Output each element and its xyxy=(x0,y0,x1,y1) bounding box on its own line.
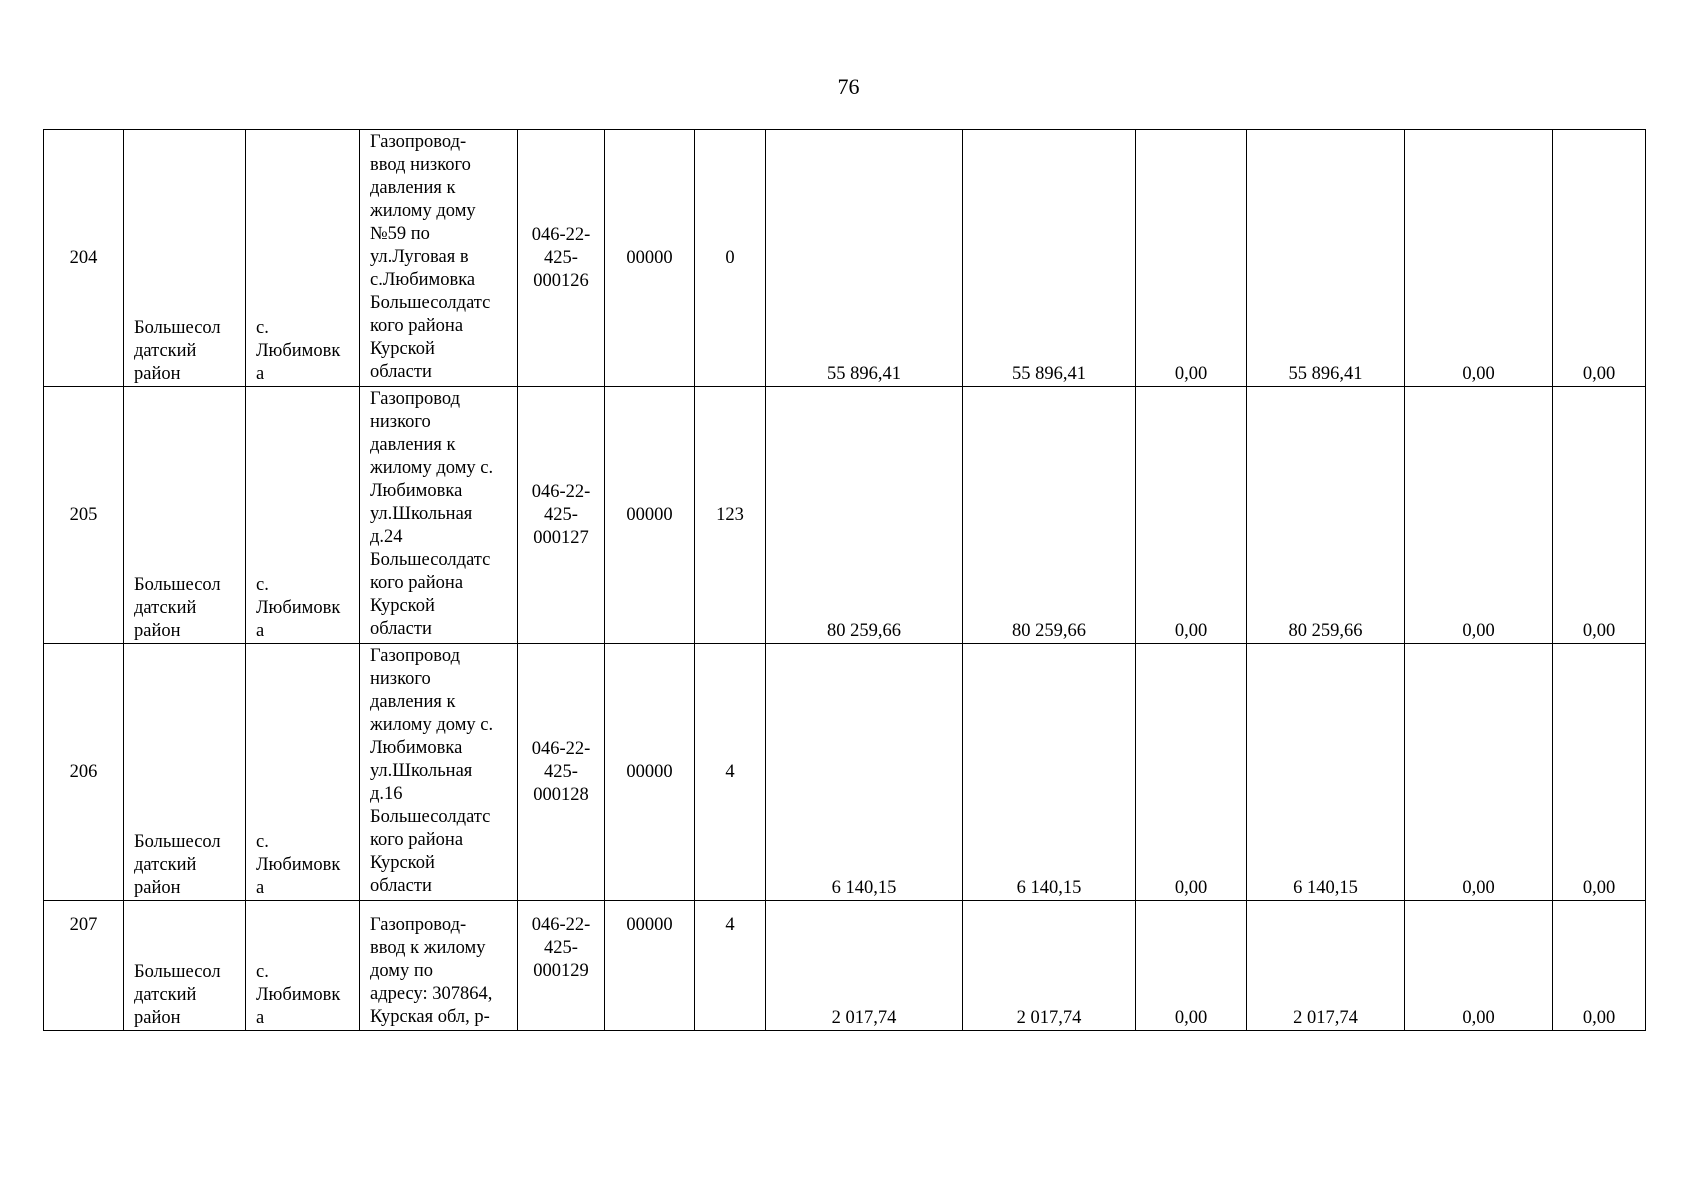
cell-line: ул.Школьная xyxy=(370,761,473,781)
row-number-cell xyxy=(44,644,124,901)
code-cell xyxy=(605,644,695,901)
code-value: 00000 xyxy=(626,504,673,525)
cell-line: д.24 xyxy=(370,527,403,547)
cell-line: район xyxy=(134,621,181,641)
cell-line: Любимовк xyxy=(256,985,341,1005)
cell-line: кого района xyxy=(370,573,464,593)
amount-value: 55 896,41 xyxy=(1288,364,1363,384)
row-number-cell xyxy=(44,130,124,387)
cell-line: а xyxy=(256,621,265,641)
amount-cell-5 xyxy=(1405,644,1553,901)
cell-line: 425- xyxy=(544,761,578,782)
amount-cell-4 xyxy=(1247,901,1405,1031)
amount-cell-6 xyxy=(1553,644,1646,901)
object-name-cell xyxy=(360,644,518,901)
cell-line: Курской xyxy=(370,853,435,873)
table-row xyxy=(44,130,1646,387)
amount-cell-5 xyxy=(1405,901,1553,1031)
cell-line: области xyxy=(370,619,432,639)
cell-line: 000129 xyxy=(533,961,589,981)
table-row xyxy=(44,387,1646,644)
amount-cell-5 xyxy=(1405,130,1553,387)
cell-line: 000127 xyxy=(533,527,589,548)
amount-value: 55 896,41 xyxy=(827,364,901,384)
amount-cell-2 xyxy=(963,901,1136,1031)
amount-cell-5 xyxy=(1405,387,1553,644)
amount-value: 0,00 xyxy=(1582,621,1616,641)
cell-line: жилому дому xyxy=(370,201,476,221)
amount-value: 0,00 xyxy=(1582,878,1616,898)
amount-value: 6 140,15 xyxy=(1293,878,1358,898)
amount-value: 0,00 xyxy=(1462,621,1495,641)
amount-value: 80 259,66 xyxy=(1288,621,1363,641)
code-value: 00000 xyxy=(626,761,673,782)
cell-line: давления к xyxy=(370,178,456,198)
cell-line: ввод к жилому xyxy=(370,938,486,958)
amount-cell-6 xyxy=(1553,901,1646,1031)
cell-line: 046-22- xyxy=(531,481,591,502)
cell-line: давления к xyxy=(370,692,456,712)
cell-line: №59 по xyxy=(370,224,430,244)
amount-cell-1 xyxy=(766,130,963,387)
amount-value: 6 140,15 xyxy=(1016,878,1082,898)
amount-cell-3 xyxy=(1136,644,1247,901)
district-cell xyxy=(124,901,246,1031)
cell-line: 000128 xyxy=(533,784,589,805)
cell-line: 000126 xyxy=(533,270,589,291)
amount-cell-2 xyxy=(963,130,1136,387)
amount-value: 55 896,41 xyxy=(1012,364,1086,384)
cell-line: с. xyxy=(256,575,269,595)
quantity-value: 123 xyxy=(716,504,744,525)
cell-line: Курской xyxy=(370,339,435,359)
object-name xyxy=(370,914,513,1030)
cell-line: Газопровод- xyxy=(370,915,467,935)
cell-line: район xyxy=(134,1008,181,1028)
cell-line: а xyxy=(256,878,265,898)
cell-line: Курская обл, р- xyxy=(370,1007,490,1027)
cell-line: Большесолдатс xyxy=(370,550,491,570)
cell-line: Газопровод xyxy=(370,646,461,666)
quantity-cell xyxy=(695,387,766,644)
quantity-value: 4 xyxy=(725,761,735,782)
row-number: 204 xyxy=(69,247,98,268)
amount-cell-1 xyxy=(766,644,963,901)
code-value: 00000 xyxy=(626,915,673,935)
amount-cell-3 xyxy=(1136,130,1247,387)
quantity-value: 4 xyxy=(725,915,735,935)
amount-cell-2 xyxy=(963,387,1136,644)
cell-line: жилому дому с. xyxy=(370,715,494,735)
cell-line: 425- xyxy=(544,938,578,958)
object-name-cell xyxy=(360,901,518,1031)
cell-line: район xyxy=(134,878,181,898)
cell-line: датский xyxy=(134,598,197,618)
row-number: 207 xyxy=(69,915,98,935)
cell-line: с. xyxy=(256,962,269,982)
object-name xyxy=(370,388,513,641)
amount-value: 0,00 xyxy=(1462,1008,1495,1028)
cell-line: 425- xyxy=(544,247,578,268)
row-number-cell xyxy=(44,387,124,644)
quantity-value: 0 xyxy=(725,247,735,268)
cell-line: а xyxy=(256,364,265,384)
cell-line: датский xyxy=(134,855,197,875)
cell-line: кого района xyxy=(370,830,464,850)
cell-line: ул.Школьная xyxy=(370,504,473,524)
code-cell xyxy=(605,387,695,644)
amount-cell-2 xyxy=(963,644,1136,901)
cell-line: Большесол xyxy=(134,575,221,595)
cell-line: Любимовк xyxy=(256,598,341,618)
cell-line: Газопровод xyxy=(370,389,461,409)
amount-value: 0,00 xyxy=(1582,1008,1616,1028)
cell-line: области xyxy=(370,362,432,382)
amount-value: 0,00 xyxy=(1462,878,1495,898)
cell-line: низкого xyxy=(370,669,431,689)
code-value: 00000 xyxy=(626,247,673,268)
locality-cell xyxy=(246,901,360,1031)
cell-line: ввод низкого xyxy=(370,155,471,175)
amount-value: 2 017,74 xyxy=(831,1008,897,1028)
cell-line: области xyxy=(370,876,432,896)
amount-value: 80 259,66 xyxy=(1012,621,1086,641)
quantity-cell xyxy=(695,901,766,1031)
cadastral-number-cell xyxy=(518,387,605,644)
cell-line: датский xyxy=(134,985,197,1005)
cell-line: 046-22- xyxy=(531,738,591,759)
page-number: 76 xyxy=(837,74,860,99)
cell-line: давления к xyxy=(370,435,456,455)
locality-cell xyxy=(246,387,360,644)
object-name xyxy=(370,645,513,898)
amount-value: 0,00 xyxy=(1462,364,1495,384)
row-number-cell xyxy=(44,901,124,1031)
amount-cell-4 xyxy=(1247,387,1405,644)
cell-line: с. xyxy=(256,318,269,338)
cell-line: с. xyxy=(256,832,269,852)
amount-cell-4 xyxy=(1247,130,1405,387)
amount-value: 0,00 xyxy=(1174,878,1208,898)
table-row xyxy=(44,644,1646,901)
cadastral-number-cell xyxy=(518,644,605,901)
amount-value: 2 017,74 xyxy=(1016,1008,1082,1028)
cell-line: Любимовк xyxy=(256,341,341,361)
amount-value: 6 140,15 xyxy=(831,878,897,898)
object-name-cell xyxy=(360,130,518,387)
cell-line: с.Любимовка xyxy=(370,270,476,290)
cell-line: Газопровод- xyxy=(370,132,467,152)
cadastral-number-cell xyxy=(518,130,605,387)
amount-value: 0,00 xyxy=(1582,364,1616,384)
amount-value: 80 259,66 xyxy=(827,621,901,641)
cell-line: Любимовк xyxy=(256,855,341,875)
cell-line: жилому дому с. xyxy=(370,458,494,478)
cell-line: Любимовка xyxy=(370,481,463,501)
row-number: 205 xyxy=(69,504,98,525)
district-cell xyxy=(124,387,246,644)
amount-cell-4 xyxy=(1247,644,1405,901)
cell-line: район xyxy=(134,364,181,384)
code-cell xyxy=(605,130,695,387)
amount-value: 0,00 xyxy=(1174,1008,1208,1028)
amount-value: 2 017,74 xyxy=(1293,1008,1358,1028)
quantity-cell xyxy=(695,130,766,387)
cell-line: адресу: 307864, xyxy=(370,984,493,1004)
object-name xyxy=(370,131,513,384)
cell-line: датский xyxy=(134,341,197,361)
cell-line: Большесол xyxy=(134,832,221,852)
amount-cell-3 xyxy=(1136,387,1247,644)
district-cell xyxy=(124,130,246,387)
cell-line: низкого xyxy=(370,412,431,432)
cell-line: ул.Луговая в xyxy=(370,247,469,267)
amount-cell-1 xyxy=(766,901,963,1031)
cell-line: 425- xyxy=(544,504,578,525)
amount-cell-6 xyxy=(1553,130,1646,387)
cell-line: Большесол xyxy=(134,962,221,982)
amount-value: 0,00 xyxy=(1174,364,1208,384)
amount-value: 0,00 xyxy=(1174,621,1208,641)
cell-line: 046-22- xyxy=(531,224,591,245)
cadastral-number-cell xyxy=(518,901,605,1031)
cell-line: д.16 xyxy=(370,784,403,804)
cell-line: 046-22- xyxy=(531,915,591,935)
table-body xyxy=(44,130,1646,1031)
locality-cell xyxy=(246,644,360,901)
cell-line: кого района xyxy=(370,316,464,336)
locality-cell xyxy=(246,130,360,387)
table-row xyxy=(44,901,1646,1031)
object-name-cell xyxy=(360,387,518,644)
cell-line: дому по xyxy=(370,961,434,981)
registry-table xyxy=(43,129,1646,1031)
cell-line: Большесолдатс xyxy=(370,807,491,827)
amount-cell-1 xyxy=(766,387,963,644)
quantity-cell xyxy=(695,644,766,901)
cell-line: а xyxy=(256,1008,265,1028)
cell-line: Курской xyxy=(370,596,435,616)
cell-line: Большесол xyxy=(134,318,221,338)
row-number: 206 xyxy=(69,761,98,782)
amount-cell-3 xyxy=(1136,901,1247,1031)
cell-line: Любимовка xyxy=(370,738,463,758)
code-cell xyxy=(605,901,695,1031)
cell-line: Большесолдатс xyxy=(370,293,491,313)
amount-cell-6 xyxy=(1553,387,1646,644)
district-cell xyxy=(124,644,246,901)
